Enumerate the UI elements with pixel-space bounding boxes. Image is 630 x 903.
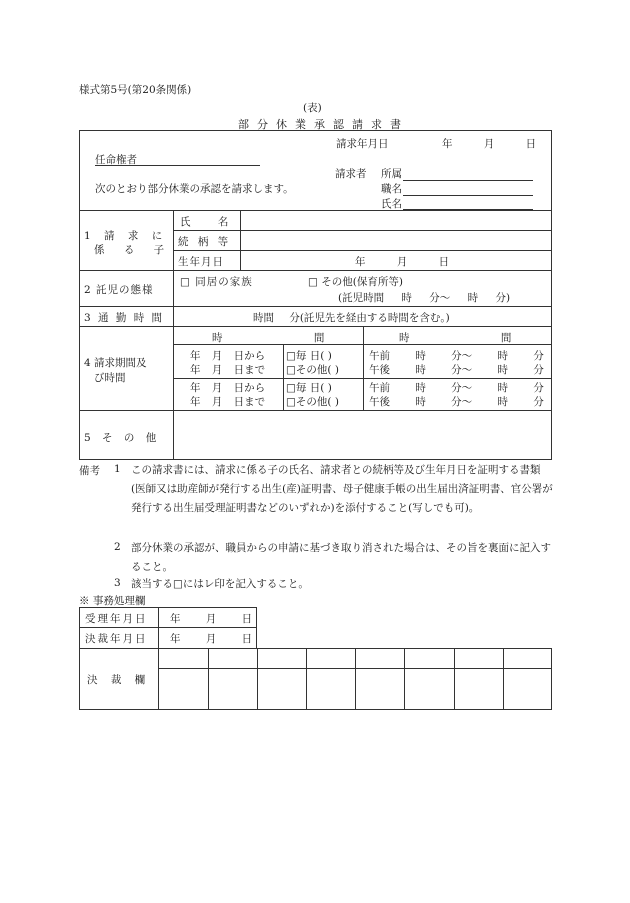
row-divider (173, 230, 552, 231)
time-range-field[interactable]: 午後 時 分〜 時 分 (369, 396, 544, 408)
post-field[interactable] (403, 195, 533, 196)
request-date-label: 請求年月日 (336, 138, 389, 150)
section1-label-2: 係 る 子 (94, 244, 173, 256)
column-divider (283, 344, 284, 410)
remark-number: 2 (114, 541, 121, 553)
section1-label: 1 請 求 に (84, 230, 168, 242)
time-range-field[interactable]: 午前 時 分〜 時 分 (369, 382, 544, 394)
intro-text: 次のとおり部分休業の承認を請求します。 (95, 183, 294, 195)
column-divider (158, 627, 159, 649)
section4-label-2: び時間 (94, 372, 126, 384)
frequency-option[interactable]: □毎 日( ) (286, 382, 332, 394)
section3-label: 3 通 勤 時 間 (84, 312, 165, 324)
remarks-heading: 備考 (79, 465, 100, 477)
form-title: 部分休業承認請求書 (238, 118, 409, 131)
column-divider (208, 648, 209, 710)
row-divider (79, 410, 552, 411)
childcare-option-other[interactable]: □ その他(保育所等) (308, 276, 403, 288)
dept-field[interactable] (403, 180, 533, 181)
form-side-label: (表) (303, 102, 322, 114)
column-divider (363, 326, 364, 410)
section5-label: 5 そ の 他 (84, 432, 157, 444)
column-divider (355, 648, 356, 710)
request-date-field[interactable]: 年 月 日 (442, 138, 551, 150)
appointer-underline (95, 165, 260, 166)
frequency-option[interactable]: □その他( ) (286, 396, 339, 408)
remark-text: この請求書には、請求に係る子の氏名、請求者との続柄等及び生年月日を証明する書類(医師又は助産師が発行する出生(産)証明書、母子健康手帳の出生届出済証明書、官公署が発行する出生届受理証明書などのいずれか)を添付すること(写しでも可)。 (131, 464, 553, 514)
column-divider (158, 607, 159, 628)
appointer-label: 任命権者 (95, 154, 137, 166)
dept-label: 所属 (381, 168, 402, 180)
other-notes-field[interactable] (176, 412, 548, 458)
column-divider (306, 648, 307, 710)
column-divider (257, 648, 258, 710)
section2-label: 2 託児の態様 (84, 284, 154, 296)
row-divider (79, 210, 552, 211)
name-label: 氏名 (381, 198, 402, 210)
row-divider (173, 250, 552, 251)
frequency-option[interactable]: □毎 日( ) (286, 350, 332, 362)
column-divider (454, 648, 455, 710)
child-birthdate-field[interactable]: 年 月 日 (355, 256, 464, 268)
period-date-field[interactable]: 年 月 日まで (190, 396, 266, 408)
period-date-field[interactable]: 年 月 日まで (190, 364, 266, 376)
section4-label: 4 請求期間及 (84, 357, 147, 369)
name-field[interactable] (403, 209, 533, 210)
remark-text: 部分休業の承認が、職員からの申請に基づき取り消された場合は、その旨を裏面に記入すること。 (131, 542, 551, 573)
column-divider (173, 210, 174, 460)
child-birthdate-label: 生年月日 (178, 256, 224, 268)
period-date-field[interactable]: 年 月 日から (190, 350, 266, 362)
time-range-field[interactable]: 午後 時 分〜 時 分 (369, 364, 544, 376)
remark-text: 該当する□にはレ印を記入すること。 (131, 578, 309, 590)
office-use-heading: ※ 事務処理欄 (79, 595, 146, 607)
approval-label: 決 裁 欄 (87, 674, 146, 686)
time-column-header: 時 間 (399, 332, 512, 344)
decided-date-label: 決裁年月日 (85, 633, 148, 645)
column-divider (404, 648, 405, 710)
childcare-option-family[interactable]: □ 同居の家族 (180, 276, 253, 288)
decided-date-field[interactable]: 年 月 日 (170, 633, 253, 645)
received-date-label: 受理年月日 (85, 613, 148, 625)
commute-time-field[interactable]: 時間 分(託児先を経由する時間を含む。) (253, 312, 450, 324)
frequency-option[interactable]: □その他( ) (286, 364, 339, 376)
received-date-field[interactable]: 年 月 日 (170, 613, 253, 625)
post-label: 職名 (381, 183, 402, 195)
remark-number: 3 (114, 577, 121, 589)
column-divider (503, 648, 504, 710)
period-column-header: 時 間 (212, 332, 325, 344)
childcare-hours: (託児時間 時 分〜 時 分) (338, 292, 511, 304)
remark-number: 1 (114, 463, 121, 475)
period-date-field[interactable]: 年 月 日から (190, 382, 266, 394)
approval-grid (79, 648, 552, 710)
form-number: 様式第5号(第20条関係) (79, 84, 192, 96)
time-range-field[interactable]: 午前 時 分〜 時 分 (369, 350, 544, 362)
child-relation-label: 続 柄 等 (178, 236, 232, 248)
column-divider (158, 648, 159, 710)
row-divider (79, 270, 552, 271)
child-name-label: 氏 名 (180, 216, 241, 228)
row-divider (79, 306, 552, 307)
requester-label: 請求者 (335, 168, 367, 180)
row-divider (79, 326, 552, 327)
